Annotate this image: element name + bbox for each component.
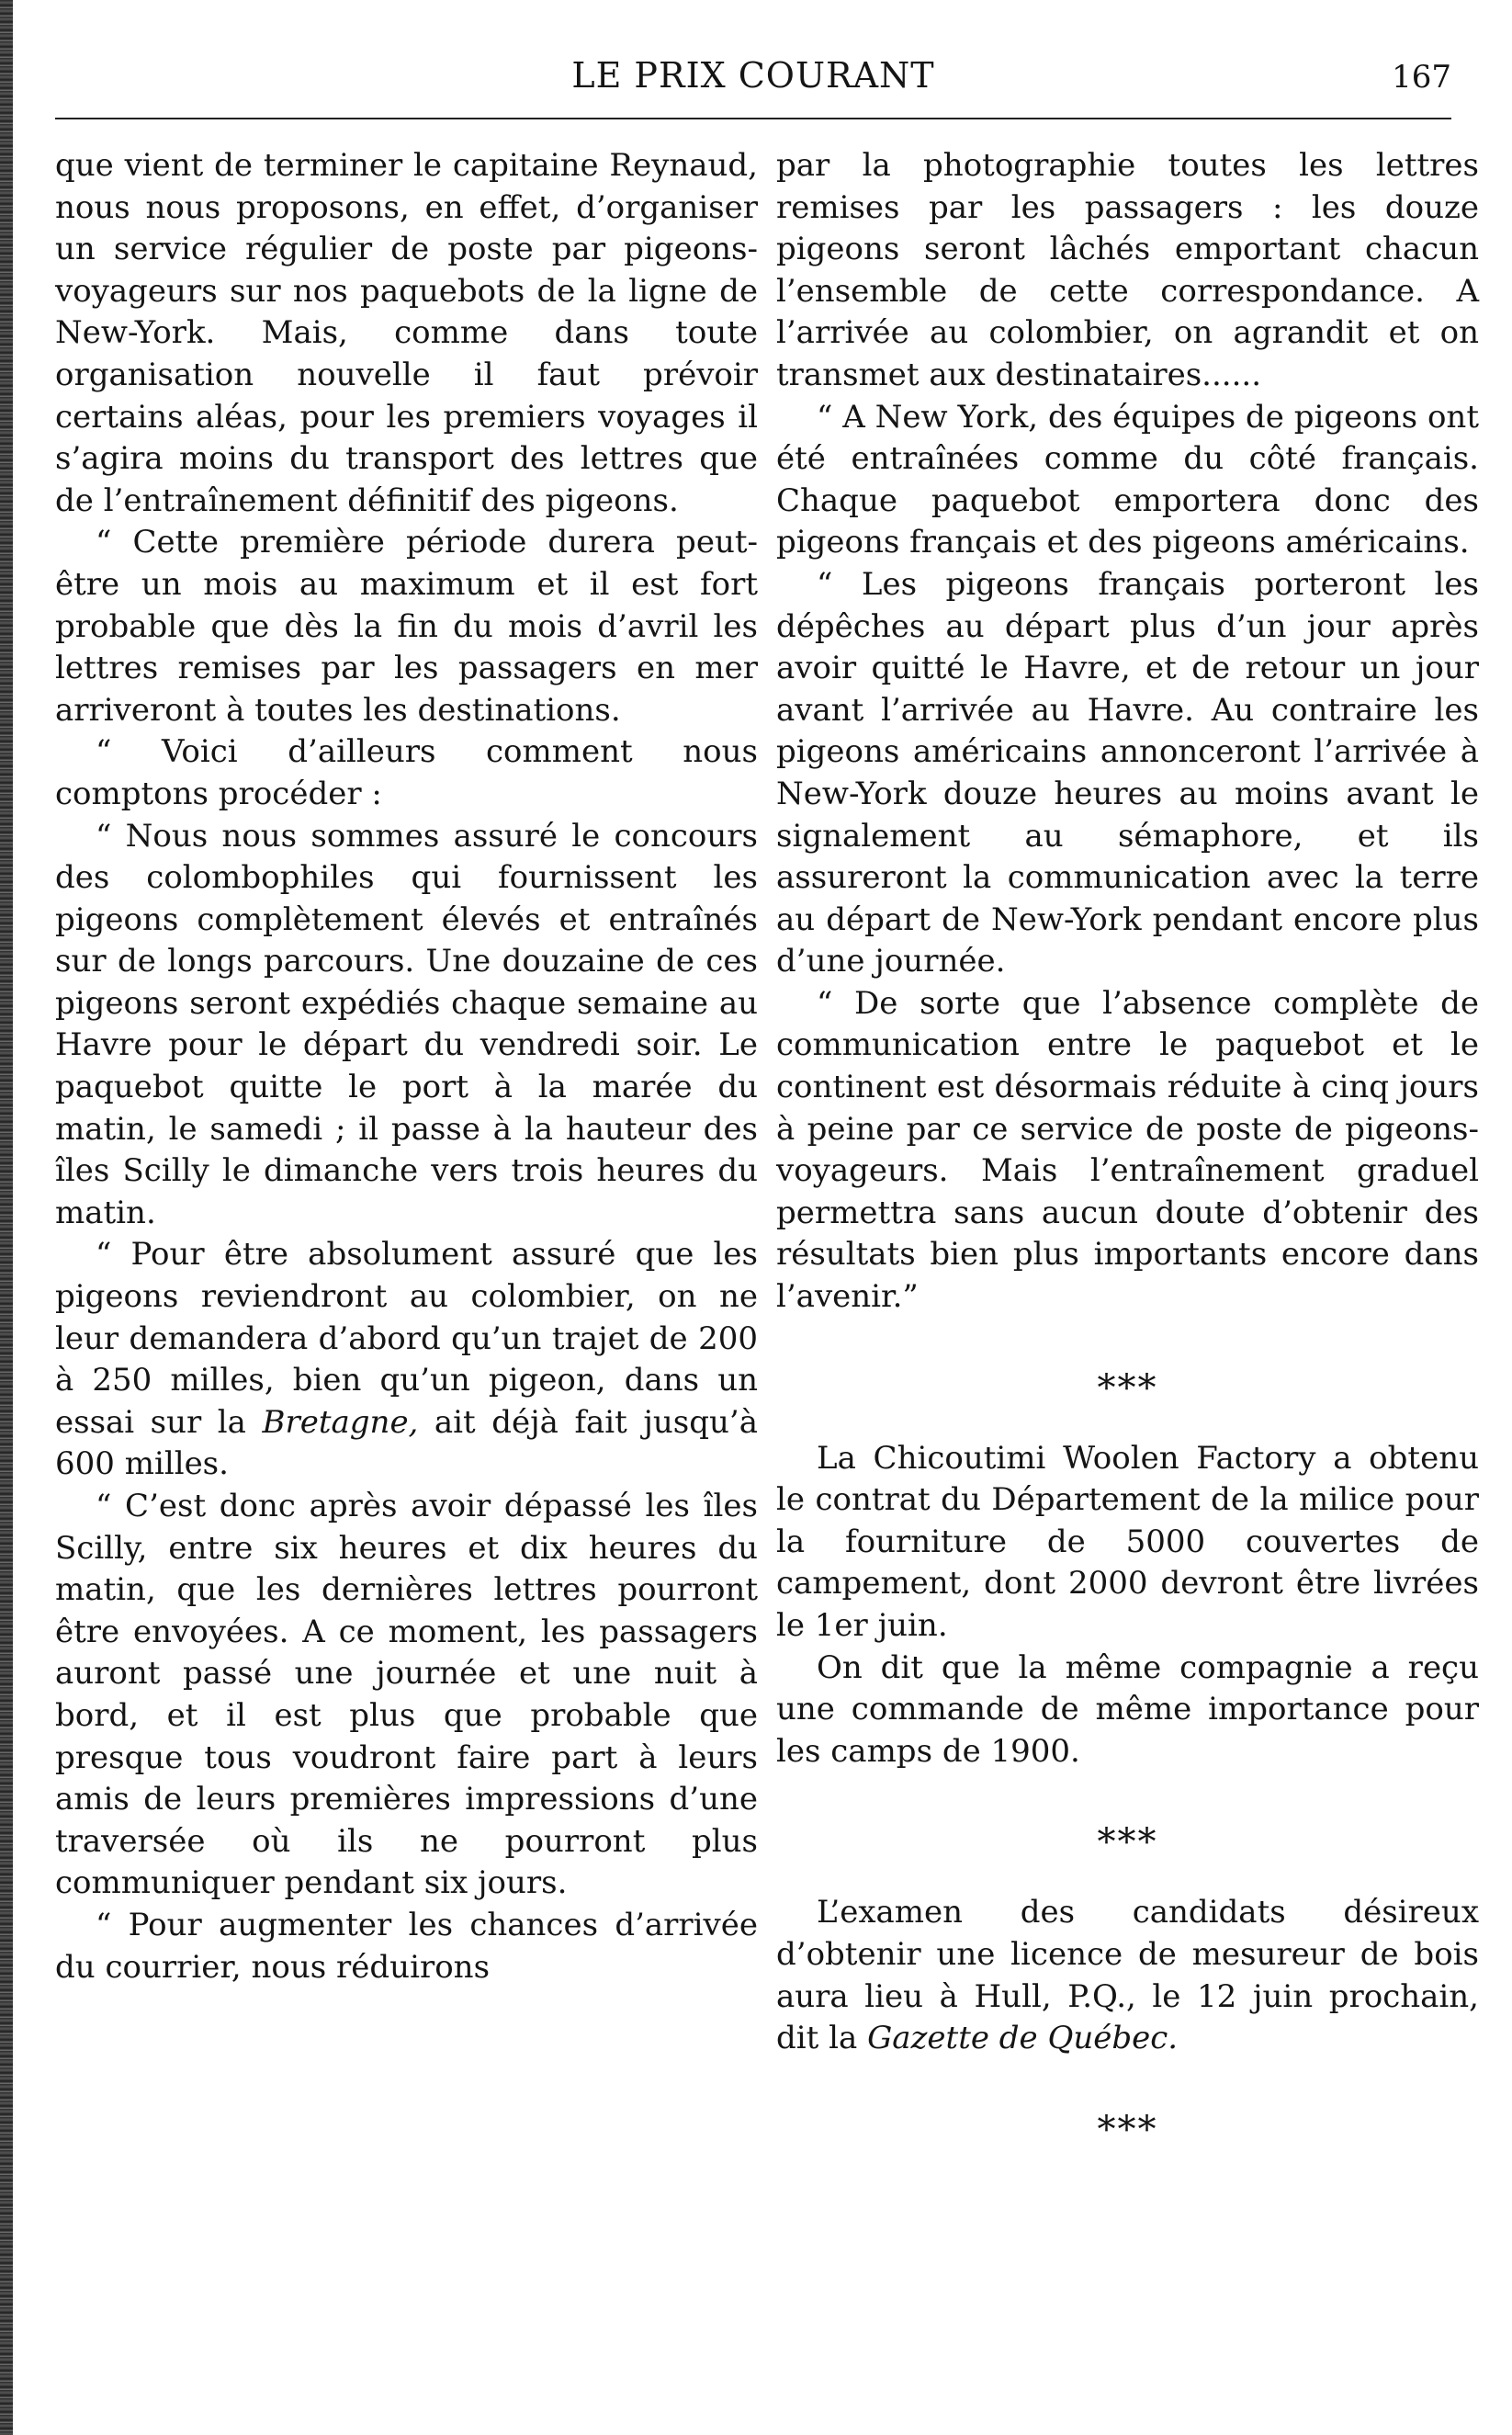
- exam-paragraph: [776, 1892, 1479, 2059]
- right-paragraph: “ Les pigeons français porteront les dépêches au départ plus d’un jour après avoir quitté le Havre, et de retour un jour avant l’arrivée au Havre. Au contraire les pigeons américains annonceront l’arrivée à New-York douze heures au moins avant le signalement au sémaphore, et ils assureront la communication avec la terre au départ de New-York pendant encore plus d’une journée.: [776, 565, 1479, 980]
- right-column: [776, 145, 1479, 2180]
- bretagne-lead: “ Pour être absolument assuré que les pigeons reviendront au colombier, on ne leur demandera d’abord qu’un trajet de 200 à 250 milles, bien qu’un pigeon, dans un essai sur la: [55, 1236, 758, 1441]
- header-rule: [55, 118, 1451, 119]
- section-separator: ***: [1097, 1821, 1158, 1864]
- page-number: 167: [1392, 59, 1451, 96]
- right-paragraph: “ De sorte que l’absence complète de communication entre le paquebot et le continent est désormais réduite à cinq jours à peine par ce service de poste de pigeons-voyageurs. Mais l’entraînement graduel permettra sans aucun doute d’obtenir des résultats bien plus importants encore dans l’avenir.”: [776, 984, 1479, 1316]
- chicoutimi-paragraph: La Chicoutimi Woolen Factory a obtenu le contrat du Département de la milice pour la fourniture de 5000 couvertes de campement, dont 2000 devront être livrées le 1er juin.: [776, 1439, 1479, 1644]
- page-edge: [0, 0, 13, 2435]
- right-continuation: par la photographie toutes les lettres remises par les passagers : les douze pigeons seront lâchés emportant chacun l’ensemble de cette correspondance. A l’arrivée au colombier, on agrandit et on transmet aux destinataires......: [776, 147, 1479, 393]
- exam-lead: L’examen des candidats désireux d’obtenir une licence de mesureur de bois aura lieu à Hull, P.Q., le 12 juin prochain, dit la: [776, 1894, 1479, 2057]
- left-paragraph: “ Voici d’ailleurs comment nous comptons procéder :: [55, 733, 758, 812]
- left-paragraph: “ Cette première période durera peut-être un mois au maximum et il est fort probable que dès la fin du mois d’avril les lettres remises par les passagers en mer arriveront à toutes les destinations.: [55, 524, 758, 729]
- left-paragraph-bretagne: [55, 1234, 758, 1486]
- left-paragraph: “ Pour augmenter les chances d’arrivée du courrier, nous réduirons: [55, 1906, 758, 1986]
- left-paragraph: “ C’est donc après avoir dépassé les îles Scilly, entre six heures et dix heures du matin, que les dernières lettres pourront être envoyées. A ce moment, les passagers auront passé une journée et une nuit à bord, et il est plus que probable que presque tous voudront faire part à leurs amis de leurs premières impressions d’une traversée où ils ne pourront plus communiquer pendant six jours.: [55, 1488, 758, 1902]
- chicoutimi-paragraph: On dit que la même compagnie a reçu une commande de même importance pour les camps de 1900.: [776, 1648, 1479, 1770]
- right-paragraph: “ A New York, des équipes de pigeons ont été entraînées comme du côté français. Chaque paquebot emportera donc des pigeons français et des pigeons américains.: [776, 398, 1479, 561]
- left-paragraph: “ Nous nous sommes assuré le concours des colombophiles qui fournissent les pigeons complètement élevés et entraînés sur de longs parcours. Une douzaine de ces pigeons seront expédiés chaque semaine au Havre pour le départ du vendredi soir. Le paquebot quitte le port à la marée du matin, le samedi ; il passe à la hauteur des îles Scilly le dimanche vers trois heures du matin.: [55, 817, 758, 1231]
- left-column: [55, 145, 758, 1988]
- gazette-title: Gazette de Québec.: [867, 2020, 1179, 2057]
- section-separator: ***: [1097, 2108, 1158, 2151]
- page-header: [55, 55, 1451, 110]
- running-title: LE PRIX COURANT: [571, 55, 935, 96]
- bretagne-tail: ait déjà fait jusqu’à 600 milles.: [55, 1403, 758, 1483]
- section-separator: ***: [1097, 1366, 1158, 1410]
- bretagne-ship-name: Bretagne,: [262, 1403, 419, 1441]
- left-paragraph: que vient de terminer le capitaine Reynaud, nous nous proposons, en effet, d’organiser un service régulier de poste par pigeons-voyageurs sur nos paquebots de la ligne de New-York. Mais, comme dans toute organisation nouvelle il faut prévoir certains aléas, pour les premiers voyages il s’agira moins du transport des lettres que de l’entraînement définitif des pigeons.: [55, 147, 758, 519]
